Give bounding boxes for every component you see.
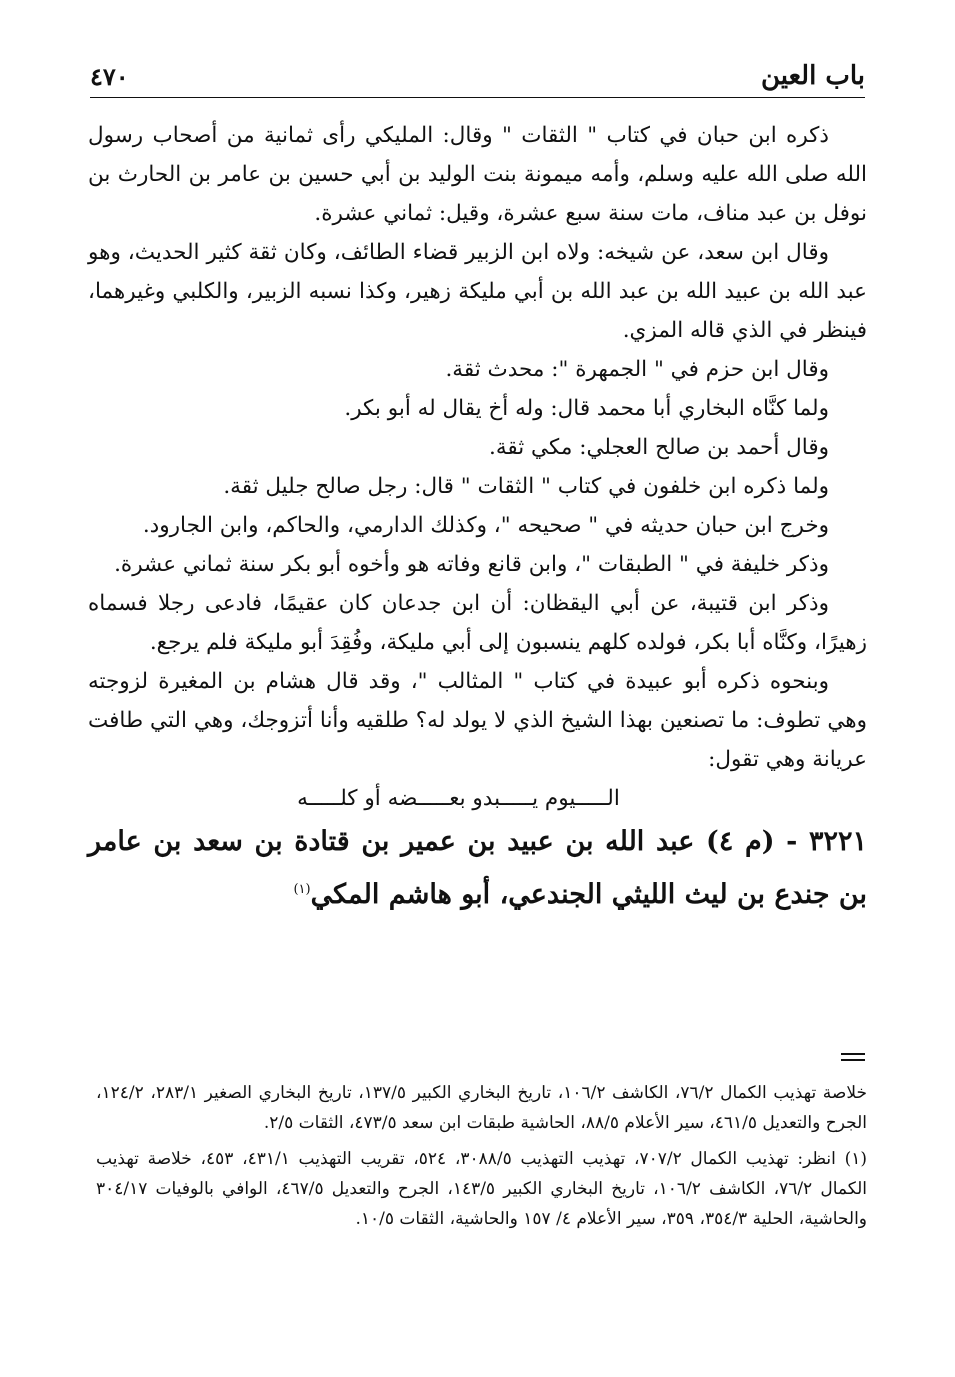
running-header (90, 56, 865, 98)
footnote-mark: (١) (293, 882, 311, 897)
paragraph: وقال ابن حزم في " الجمهرة ": محدث ثقة. (445, 357, 829, 382)
paragraph: وذكر ابن قتيبة، عن أبي اليقظان: أن ابن جدعان كان عقيمًا، فادعى رجلا فسماه زهيرًا، وكنَّاه أبا بكر، فولده كلهم ينسبون إلى أبي مليكة، وفُقِدَ أبو مليكة فلم يرجع. (88, 591, 867, 655)
paragraph: وذكر خليفة في " الطبقات "، وابن قانع وفاته هو وأخوه أبو بكر سنة ثماني عشرة. (114, 552, 829, 577)
paragraph: وبنحوه ذكره أبو عبيدة في كتاب " المثالب "، وقد قال هشام بن المغيرة لزوجته وهي تطوف: ما تصنعين بهذا الشيخ الذي لا يولد له؟ طلقيه وأنا أتزوجك، وهي التي طافت عريانة وهي تقول: (88, 669, 867, 772)
footnote: (١) انظر: تهذيب الكمال ٧٠٧/٢، تهذيب التهذيب ٣٠٨٨/٥، ٥٢٤، تقريب التهذيب ٤٣١/١، ٤٥٣، خلاصة تهذيب الكمال ٧٦/٢، الكاشف ١٠٦/٢، تاريخ البخاري الكبير ١٤٣/٥، الجرح والتعديل ٤٦٧/٥، الوافي بالوفيات ٣٠٤/١٧ والحاشية، الحلية ٣٥٤/٣، ٣٥٩، سير الأعلام ٤/ ١٥٧ والحاشية، الثقات ١٠/٥. (96, 1149, 867, 1229)
paragraph: ذكره ابن حبان في كتاب " الثقات " وقال: المليكي رأى ثمانية من أصحاب رسول الله صلى الله عليه وسلم، وأمه ميمونة بنت الوليد بن أبي حسين بن عامر بن الحارث بن نوفل بن عبد مناف، مات سنة سبع عشرة، وقيل: ثماني عشرة. (88, 123, 867, 226)
paragraph: وقال أحمد بن صالح العجلي: مكي ثقة. (489, 435, 829, 460)
footnote: خلاصة تهذيب الكمال ٧٦/٢، الكاشف ١٠٦/٢، تاريخ البخاري الكبير ١٣٧/٥، تاريخ البخاري الصغير ٢٨٣/١، ١٢٤/٢، الجرح والتعديل ٤٦١/٥، سير الأعلام ٨٨/٥، الحاشية طبقات ابن سعد ٤٧٣/٥، الثقات ٢/٥. (96, 1083, 868, 1133)
paragraph: ولما كنَّاه البخاري أبا محمد قال: وله أخ يقال له أبو بكر. (344, 396, 829, 421)
footnote-separator (841, 1053, 865, 1061)
entry-heading (88, 818, 867, 919)
entry-heading-text: ٣٢٢١ - (م ٤) عبد الله بن عبيد بن عمير بن قتادة بن سعد بن عامر بن جندع بن ليث الليثي الجندعي، أبو هاشم المكي (88, 826, 867, 910)
paragraph: وخرج ابن حبان حديثه في " صحيحه "، وكذلك الدارمي، والحاكم، وابن الجارود. (142, 513, 829, 538)
paragraph: وقال ابن سعد، عن شيخه: ولاه ابن الزبير قضاء الطائف، وكان ثقة كثير الحديث، وهو عبد الله بن عبيد الله بن عبد الله بن أبي مليكة زهير، وكذا نسبه الزبير، والكلبي وغيرهما، فينظر في الذي قاله المزي. (88, 240, 867, 343)
footnotes (96, 1078, 867, 1240)
page-number: ٤٧٠ (90, 62, 129, 91)
paragraph: ولما ذكره ابن خلفون في كتاب " الثقات " قال: رجل صالح جليل ثقة. (223, 474, 829, 499)
poetry-verse: الـــــيوم يـــــبدو بعـــــضه أو كلـــــه (297, 786, 620, 811)
chapter-title: باب العين (760, 61, 865, 91)
main-text (88, 116, 867, 919)
